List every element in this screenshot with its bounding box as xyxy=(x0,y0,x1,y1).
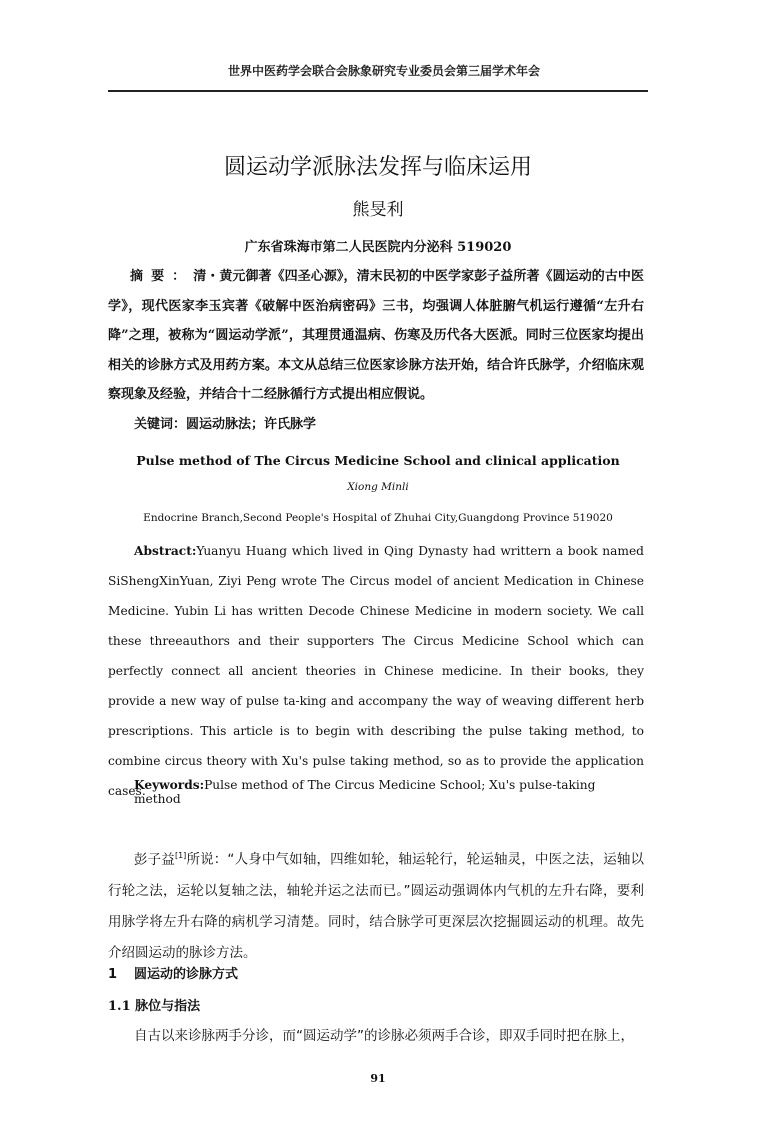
section-1-title: 圆运动的诊脉方式 xyxy=(134,967,239,982)
intro-text: 所说：“人身中气如轴，四维如轮，轴运轮行，轮运轴灵，中医之法，运轴以行轮之法，运轮以复轴之法，轴轮并运之法而已。”圆运动强调体内气机的左升右降，要利用脉学将左升右降的病机学习清楚。同时，结合脉学可更深层次挖掘圆运动的机理。故先介绍圆运动的脉诊方法。 xyxy=(108,851,645,961)
paper-title-en: Pulse method of The Circus Medicine School and clinical application xyxy=(136,453,620,468)
abstract-en-text: Yuanyu Huang which lived in Qing Dynasty had writtern a book named SiShengXinYuan, Ziyi Peng wrote The Circus model of ancient Medication in Chinese Medicine. Yubin Li has written Decode Chinese Medicine in modern society. We call these threeauthors and their supporters The Circus Medicine School which can perfectly connect all ancient theories in Chinese medicine. In their books, they provide a new way of pulse ta-king and accompany the way of weaving different herb prescriptions. This article is to begin with describing the pulse taking method, to combine circus theory with Xu's pulse taking method, so as to provide the application cases. xyxy=(108,544,644,798)
keywords-cn-text: 圆运动脉法；许氏脉学 xyxy=(186,417,317,432)
paper-author: 熊旻利 xyxy=(352,200,404,220)
abstract-cn-text: 清・黄元御著《四圣心源》，清末民初的中医学家彭子益所著《圆运动的古中医学》，现代医家李玉宾著《破解中医治病密码》三书，均强调人体脏腑气机运行遵循“左升右降”之理，被称为“圆运动学派”，其理贯通温病、伤寒及历代各大医派。同时三位医家均提出相关的诊脉方式及用药方案。本文从总结三位医家诊脉方法开始，结合许氏脉学，介绍临床观察现象及经验，并结合十二经脉循行方式提出相应假说。 xyxy=(108,269,644,402)
section-1-1-paragraph: 自古以来诊脉两手分诊，而“圆运动学”的诊脉必须两手合诊，即双手同时把在脉上， xyxy=(134,1028,634,1044)
paper-affiliation-en: Endocrine Branch,Second People's Hospital of Zhuhai City,Guangdong Province 519020 xyxy=(143,512,613,524)
header-divider xyxy=(108,90,648,92)
paper-affiliation: 广东省珠海市第二人民医院内分泌科 519020 xyxy=(244,240,512,255)
section-heading-1 xyxy=(108,963,644,982)
page-number: 91 xyxy=(370,1072,386,1085)
intro-lead: 彭子益 xyxy=(134,851,175,868)
citation-ref: [1] xyxy=(174,851,187,860)
intro-paragraph xyxy=(108,840,644,969)
keywords-en-text: Pulse method of The Circus Medicine School; Xu's pulse-taking method xyxy=(134,778,596,806)
keywords-en xyxy=(134,778,644,806)
paper-title: 圆运动学派脉法发挥与临床运用 xyxy=(223,155,532,180)
paper-author-en: Xiong Minli xyxy=(347,481,409,493)
section-1-number: 1 xyxy=(108,967,118,982)
abstract-cn-label: 摘要： xyxy=(130,269,194,284)
keywords-cn-label: 关键词： xyxy=(134,417,187,432)
keywords-en-label: Keywords: xyxy=(134,778,205,792)
running-header: 世界中医药学会联合会脉象研究专业委员会第三届学术年会 xyxy=(227,64,540,78)
abstract-en xyxy=(108,536,644,806)
keywords-cn xyxy=(134,413,644,432)
abstract-en-label: Abstract: xyxy=(134,544,197,558)
abstract-cn xyxy=(108,262,644,410)
section-heading-1-1: 1.1 脉位与指法 xyxy=(108,999,201,1014)
